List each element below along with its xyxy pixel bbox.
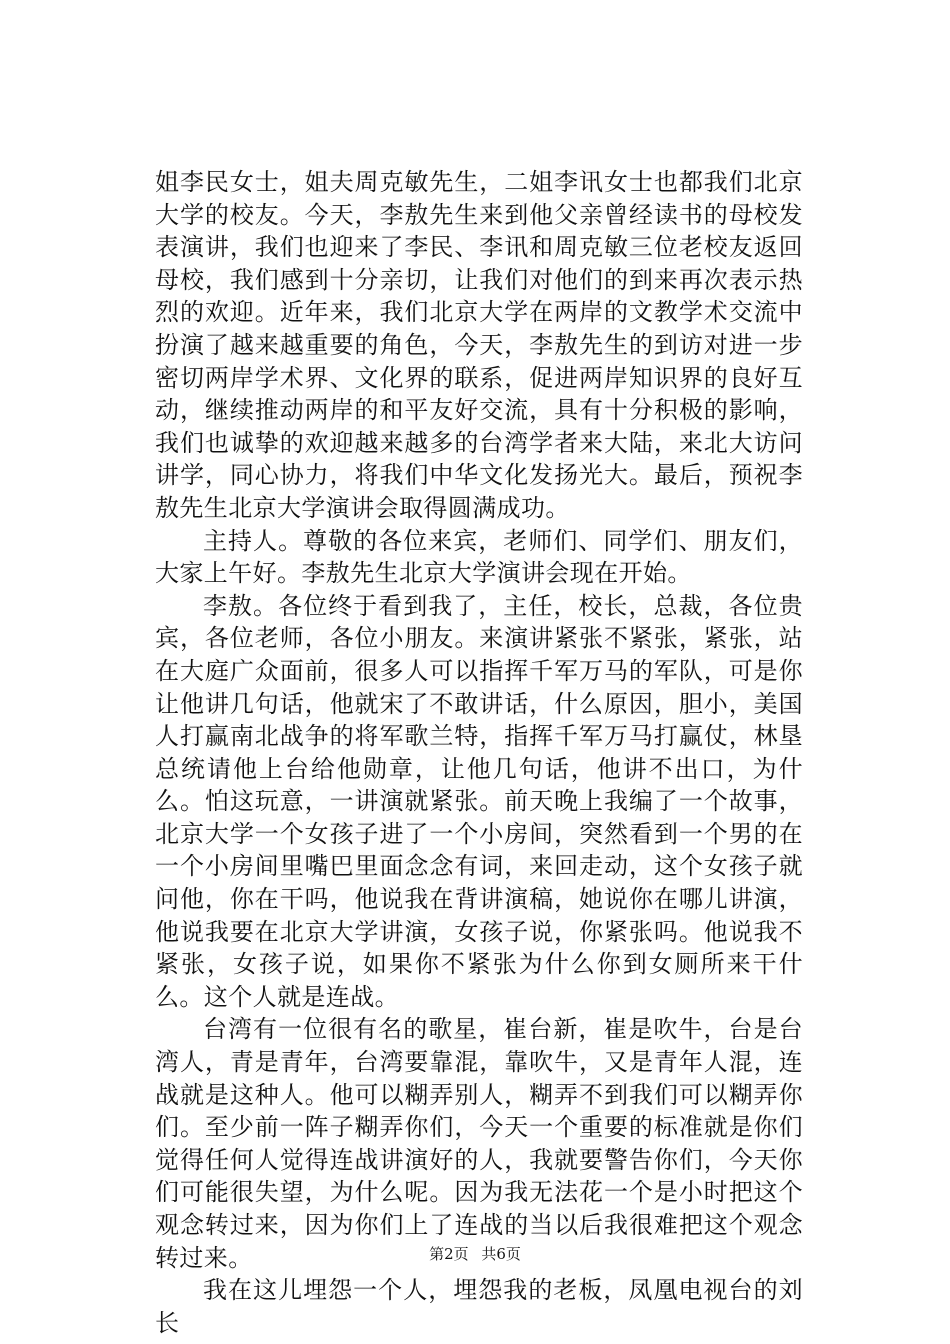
paragraph-5: 我在这儿埋怨一个人，埋怨我的老板，凤凰电视台的刘长 bbox=[155, 1276, 803, 1337]
page-number: 第2页 bbox=[429, 1245, 469, 1263]
page-footer bbox=[0, 1244, 950, 1264]
paragraph-2: 主持人。尊敬的各位来宾，老师们、同学们、朋友们，大家上午好。李敖先生北京大学演讲会现在开始。 bbox=[155, 526, 803, 588]
page-total: 共6页 bbox=[481, 1245, 521, 1263]
paragraph-1: 姐李民女士，姐夫周克敏先生，二姐李讯女士也都我们北京大学的校友。今天，李敖先生来到他父亲曾经读书的母校发表演讲，我们也迎来了李民、李讯和周克敏三位老校友返回母校，我们感到十分亲切，让我们对他们的到来再次表示热烈的欢迎。近年来，我们北京大学在两岸的文教学术交流中扮演了越来越重要的角色，今天，李敖先生的到访对进一步密切两岸学术界、文化界的联系，促进两岸知识界的良好互动，继续推动两岸的和平友好交流，具有十分积极的影响，我们也诚挚的欢迎越来越多的台湾学者来大陆，来北大访问讲学，同心协力，将我们中华文化发扬光大。最后，预祝李敖先生北京大学演讲会取得圆满成功。 bbox=[155, 168, 803, 522]
paragraph-3: 李敖。各位终于看到我了，主任，校长，总裁，各位贵宾，各位老师，各位小朋友。来演讲紧张不紧张，紧张，站在大庭广众面前，很多人可以指挥千军万马的军队，可是你让他讲几句话，他就宋了不敢讲话，什么原因，胆小，美国人打赢南北战争的将军歌兰特，指挥千军万马打赢仗，林垦总统请他上台给他勋章，让他几句话，他讲不出口，为什么。怕这玩意，一讲演就紧张。前天晚上我编了一个故事，北京大学一个女孩子进了一个小房间，突然看到一个男的在一个小房间里嘴巴里面念念有词，来回走动，这个女孩子就问他，你在干吗，他说我在背讲演稿，她说你在哪儿讲演，他说我要在北京大学讲演，女孩子说，你紧张吗。他说我不紧张，女孩子说，如果你不紧张为什么你到女厕所来干什么。这个人就是连战。 bbox=[155, 591, 803, 1011]
document-body bbox=[155, 166, 803, 1339]
paragraph-4: 台湾有一位很有名的歌星，崔台新，崔是吹牛，台是台湾人，青是青年，台湾要靠混，靠吹牛，又是青年人混，连战就是这种人。他可以糊弄别人，糊弄不到我们可以糊弄你们。至少前一阵子糊弄你们，今天一个重要的标准就是你们觉得任何人觉得连战讲演好的人，我就要警告你们，今天你们可能很失望，为什么呢。因为我无法花一个是小时把这个观念转过来，因为你们上了连战的当以后我很难把这个观念转过来。 bbox=[155, 1015, 803, 1272]
